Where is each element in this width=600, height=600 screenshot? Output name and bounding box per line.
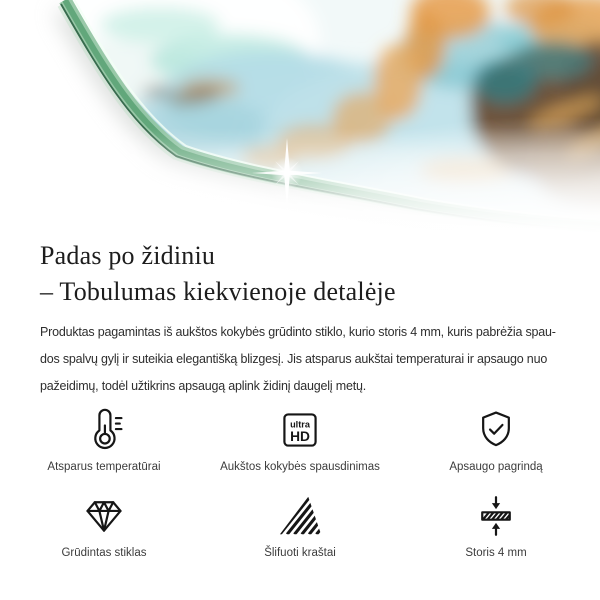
feature-tempered-glass — [6, 493, 202, 559]
marble-glass-illustration — [0, 0, 600, 232]
feature-grid — [0, 407, 600, 559]
feature-label: Atsparus temperatūrai — [47, 461, 161, 473]
feature-heat-resistant — [6, 407, 202, 473]
feature-thickness — [398, 493, 594, 559]
beveled-edge-icon — [278, 493, 322, 539]
description-section — [0, 238, 600, 400]
description-line: Produktas pagamintas iš aukštos kokybės grūdinto stiklo, kurio storis 4 mm, kuris pabrėžia spau- — [40, 325, 556, 339]
ultra-hd-icon — [278, 407, 322, 453]
description-line: dos spalvų gylį ir suteikia elegantišką blizgesį. Jis atsparus aukštai temperaturai ir apsaugo nuo — [40, 352, 548, 366]
page-title — [40, 238, 560, 310]
title-line-2: – Tobulumas kiekvienoje detalėje — [40, 277, 396, 306]
feature-label: Storis 4 mm — [465, 547, 527, 559]
product-description — [40, 319, 560, 400]
title-line-1: Padas po židiniu — [40, 241, 216, 270]
product-image — [0, 0, 600, 232]
feature-protects-base — [398, 407, 594, 473]
thermometer-icon — [82, 407, 126, 453]
description-line: pažeidimų, todėl užtikrins apsaugą aplink židinį daugelį metų. — [40, 379, 366, 393]
shield-check-icon — [474, 407, 518, 453]
svg-text:ultra: ultra — [290, 419, 310, 430]
feature-label: Šlifuoti kraštai — [264, 547, 336, 559]
svg-text:HD: HD — [290, 429, 310, 444]
feature-polished-edges — [202, 493, 398, 559]
feature-ultra-hd-print — [202, 407, 398, 473]
feature-label: Aukštos kokybės spausdinimas — [220, 461, 380, 473]
thickness-press-icon — [474, 493, 518, 539]
feature-label: Apsaugo pagrindą — [449, 461, 543, 473]
diamond-icon — [82, 493, 126, 539]
feature-label: Grūdintas stiklas — [61, 547, 147, 559]
